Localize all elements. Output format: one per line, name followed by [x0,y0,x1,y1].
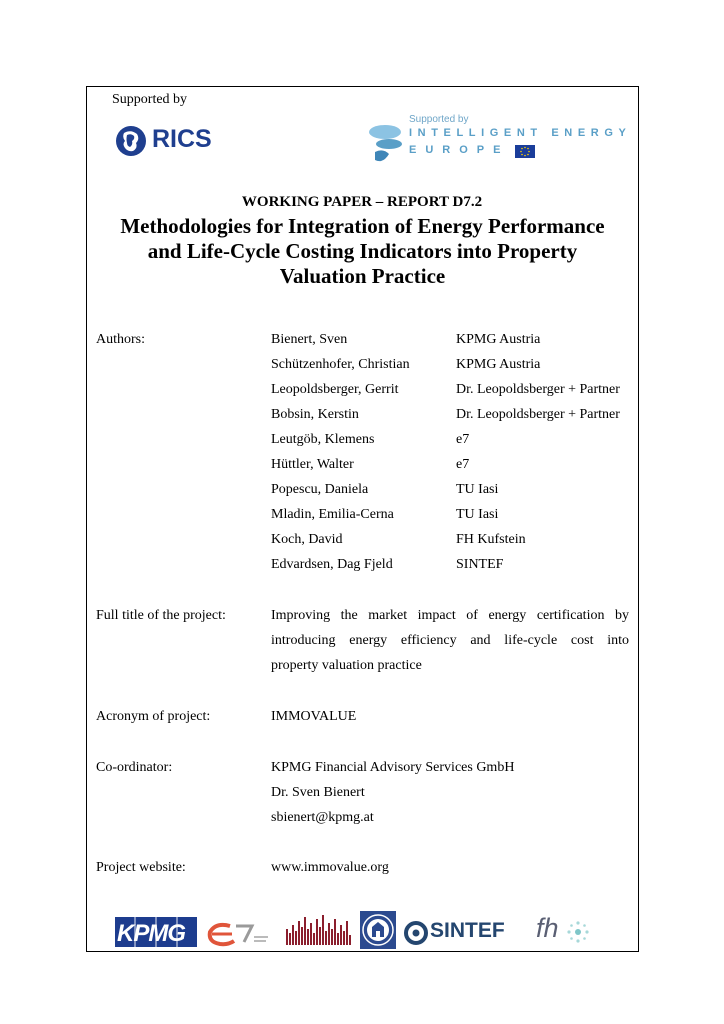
website-value: www.immovalue.org [271,860,389,875]
full-title-label: Full title of the project: [96,608,226,623]
acronym-value: IMMOVALUE [271,709,357,724]
kpmg-wordmark: KPMG [117,920,185,947]
author-name: Edvardsen, Dag Fjeld [271,557,393,572]
title-line: Valuation Practice [279,264,446,288]
report-label: WORKING PAPER – REPORT D7.2 [241,194,483,210]
rics-wordmark: RICS [152,125,212,153]
full-title-line: property valuation practice [271,658,422,673]
iee-line2: EUROPE [409,144,510,156]
fh-wordmark: fh [536,913,559,943]
author-org: e7 [456,432,470,447]
coordinator-line: KPMG Financial Advisory Services GmbH [271,760,515,775]
e7-mark-icon [206,920,270,948]
author-name: Popescu, Daniela [271,482,369,497]
author-name: Bienert, Sven [271,332,348,347]
author-name: Mladin, Emilia-Cerna [271,507,394,522]
kpmg-logo [115,917,197,947]
barcode-icon [286,915,354,947]
rics-lion-icon [114,124,148,158]
author-name: Leopoldsberger, Gerrit [271,382,399,397]
author-name: Koch, David [271,532,343,547]
author-name: Schützenhofer, Christian [271,357,410,372]
author-org: TU Iasi [456,507,499,522]
supported-by-label: Supported by [112,92,188,107]
tu-iasi-barcode-logo [286,915,354,947]
coordinator-email: sbienert@kpmg.at [271,810,374,825]
full-title-line: Improving the market impact of energy certification by [271,608,629,623]
author-org: e7 [456,457,470,472]
coordinator-line: Dr. Sven Bienert [271,785,365,800]
author-name: Leutgöb, Klemens [271,432,375,447]
author-name: Hüttler, Walter [271,457,354,472]
author-name: Bobsin, Kerstin [271,407,359,422]
fh-kufstein-logo [536,913,592,948]
sintef-logo [404,919,524,947]
university-seal-logo [360,911,396,949]
author-org: Dr. Leopoldsberger + Partner [456,407,620,422]
full-title-value [271,603,629,678]
author-org: KPMG Austria [456,332,541,347]
e7-logo [206,920,270,948]
acronym-label: Acronym of project: [96,709,211,724]
seal-icon [360,911,396,949]
title-line: Methodologies for Integration of Energy Performance [120,214,605,238]
title-line: and Life-Cycle Costing Indicators into Property [147,239,578,263]
website-label: Project website: [96,860,186,875]
iee-line1: INTELLIGENT ENERGY [409,127,632,139]
author-org: FH Kufstein [456,532,526,547]
rics-logo [114,122,214,158]
intelligent-energy-europe-logo [367,112,632,168]
authors-label: Authors: [96,332,145,347]
sintef-ring-icon [404,921,428,945]
author-org: KPMG Austria [456,357,541,372]
coordinator-label: Co-ordinator: [96,760,173,775]
author-org: Dr. Leopoldsberger + Partner [456,382,620,397]
author-org: TU Iasi [456,482,499,497]
sintef-wordmark: SINTEF [430,919,505,942]
report-title [86,214,639,289]
full-title-line: introducing energy efficiency and life-cycle cost into [271,633,629,648]
iee-supported-text: Supported by [409,114,469,125]
iee-swirl-icon [367,118,407,166]
eu-flag-icon [515,145,535,158]
fh-sparkle-icon [566,920,590,944]
author-org: SINTEF [456,557,504,572]
